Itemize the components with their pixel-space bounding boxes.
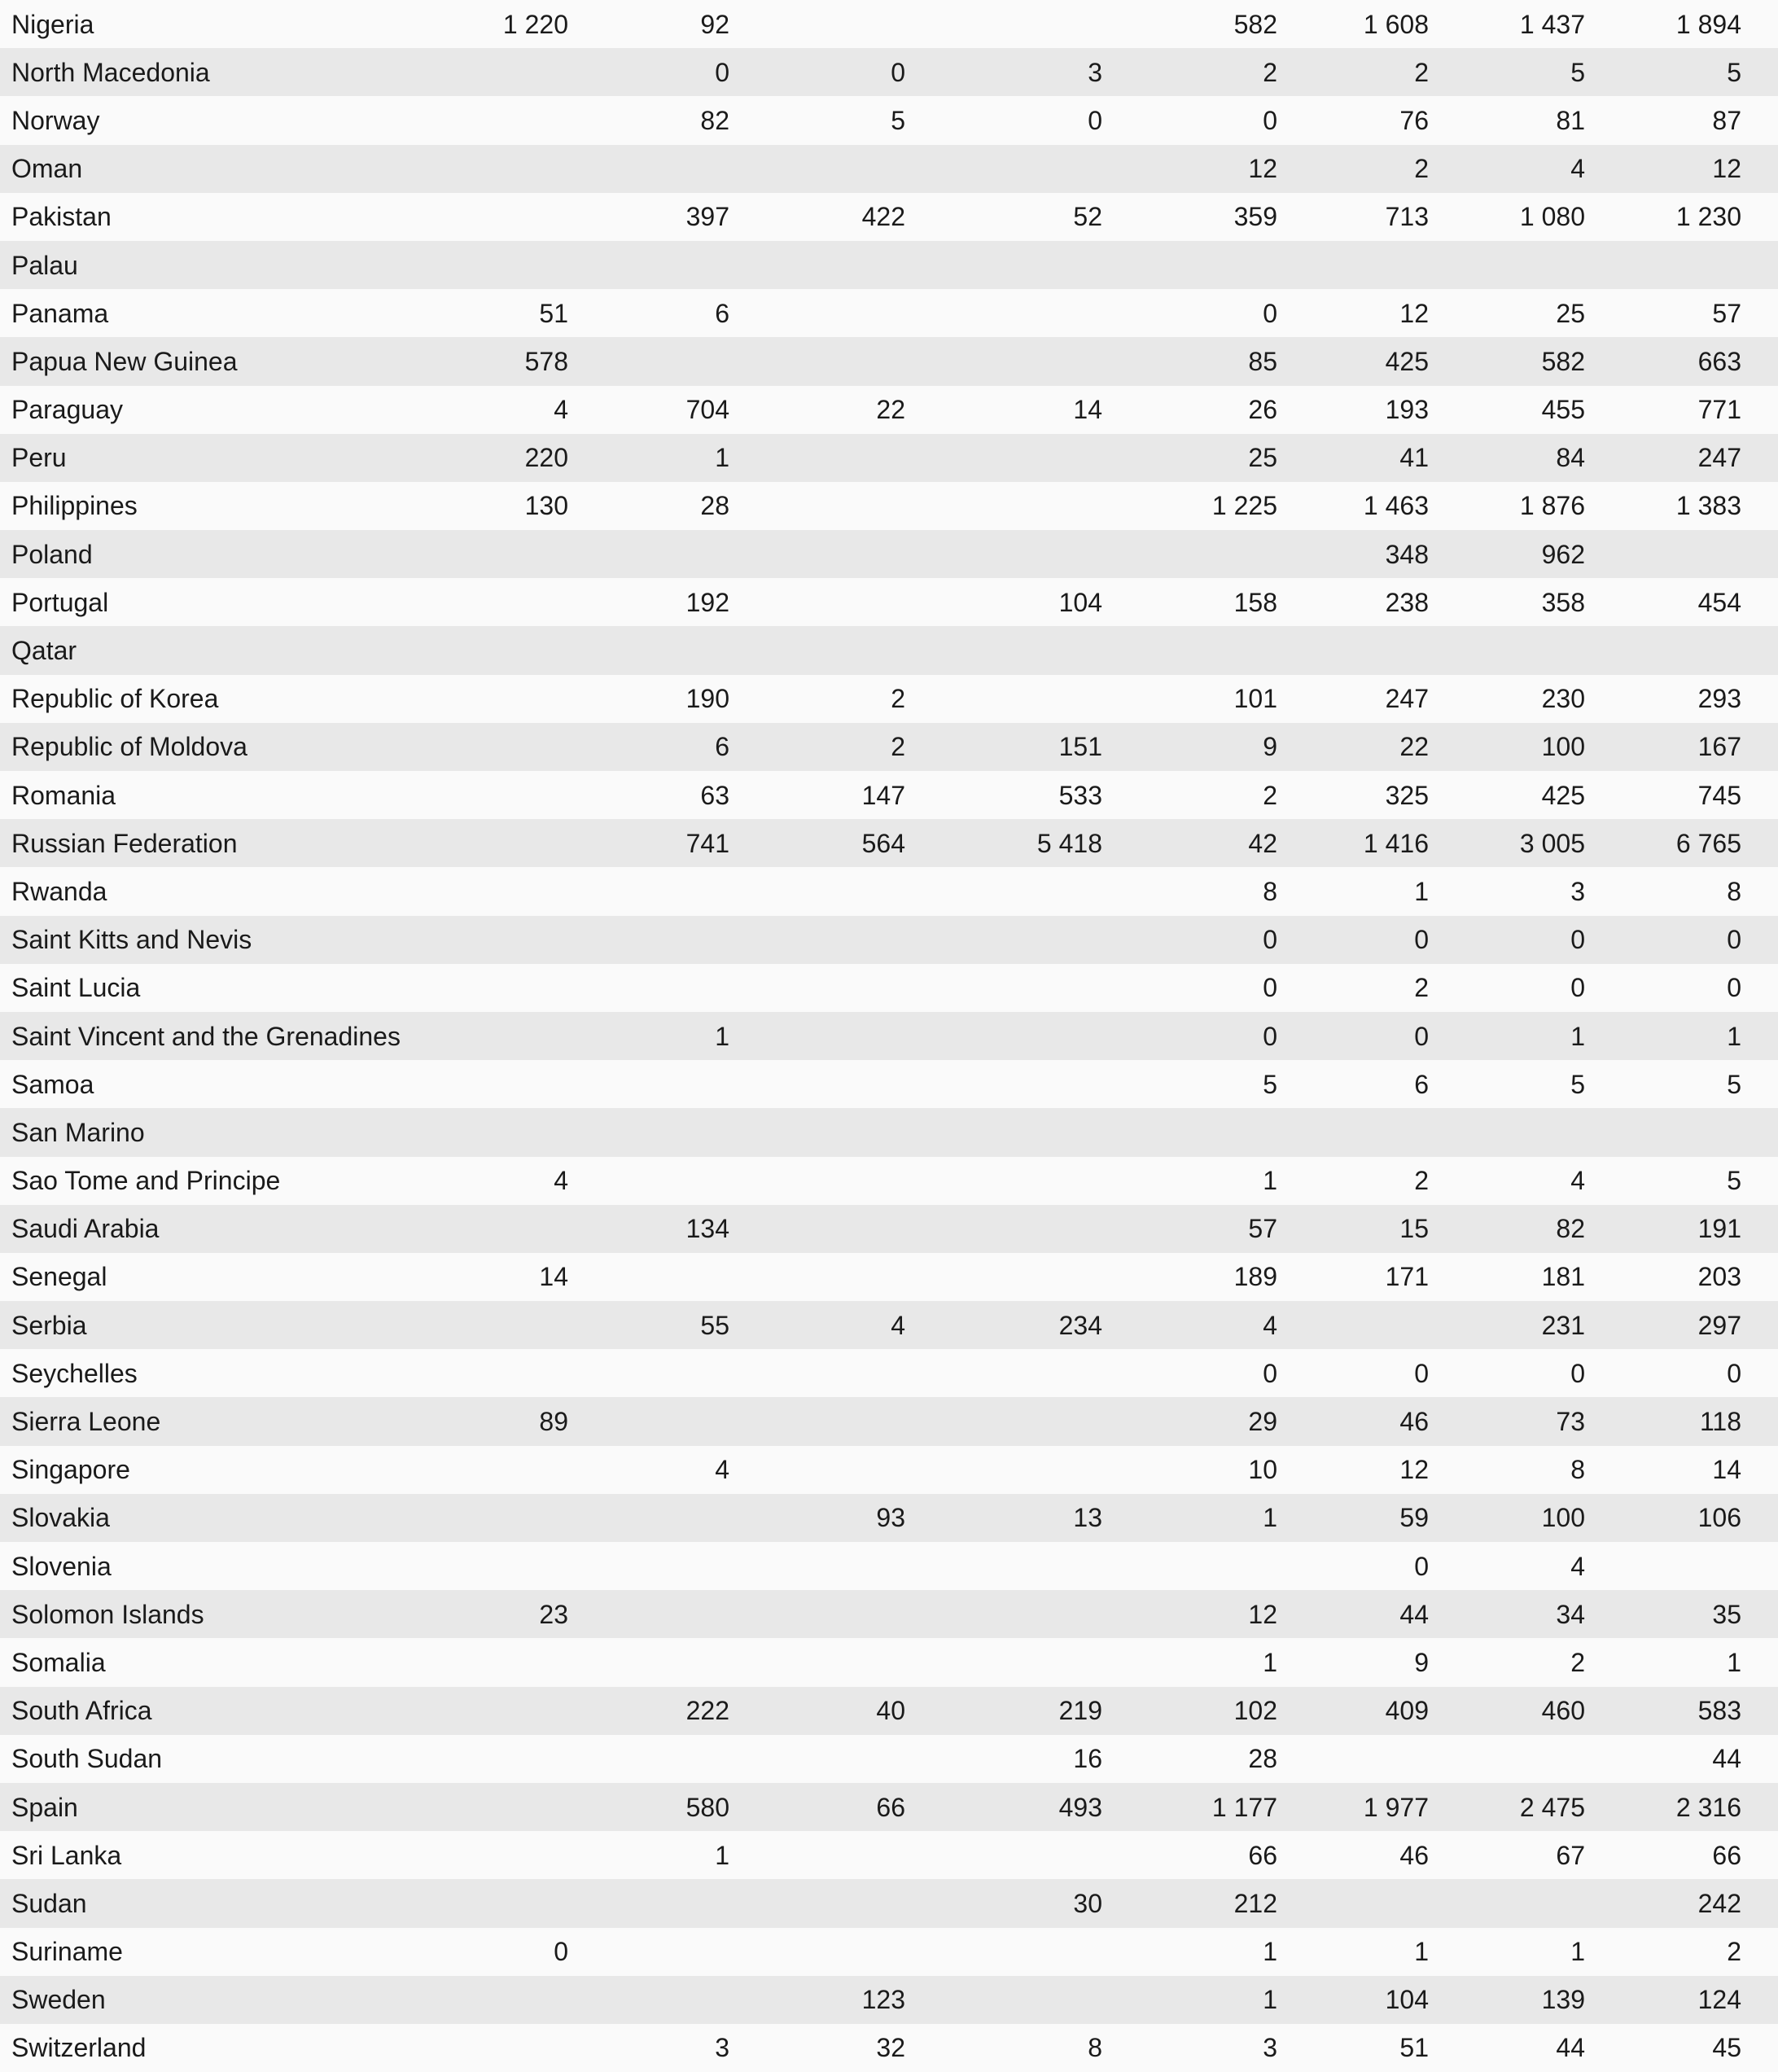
value-cell: 10 [1248,1455,1277,1485]
value-cell: 0 [1263,1021,1277,1051]
value-cell: 100 [1541,1503,1585,1533]
value-cell: 4 [1570,1166,1585,1196]
table-row [0,1542,1778,1590]
value-cell: 167 [1697,732,1741,762]
table-row [0,1928,1778,1976]
value-cell: 230 [1541,684,1585,714]
value-cell: 13 [1073,1503,1102,1533]
value-cell: 8 [1727,876,1741,906]
value-cell: 35 [1712,1599,1741,1629]
value-cell: 1 [715,443,729,473]
table-row [0,723,1778,771]
value-cell: 455 [1541,395,1585,425]
value-cell: 1 [1414,876,1429,906]
country-name: Republic of Moldova [11,732,247,762]
value-cell: 397 [685,202,729,232]
value-cell: 422 [861,202,905,232]
value-cell: 4 [1263,1310,1277,1340]
value-cell: 84 [1556,443,1585,473]
country-name: Norway [11,105,100,135]
value-cell: 14 [1712,1455,1741,1485]
value-cell: 1 416 [1363,828,1429,858]
value-cell: 8 [1570,1455,1585,1485]
table-row [0,1494,1778,1542]
value-cell: 57 [1248,1214,1277,1244]
country-name: North Macedonia [11,57,210,87]
value-cell: 191 [1697,1214,1741,1244]
value-cell: 1 225 [1211,491,1277,521]
value-cell: 533 [1058,780,1102,810]
value-cell: 9 [1263,732,1277,762]
value-cell: 1 [1263,1166,1277,1196]
value-cell: 2 [1263,57,1277,87]
value-cell: 247 [1385,684,1429,714]
value-cell: 57 [1712,298,1741,328]
value-cell: 181 [1541,1262,1585,1292]
country-name: Palau [11,250,78,280]
value-cell: 51 [1399,2033,1429,2063]
value-cell: 67 [1556,1840,1585,1870]
country-name: Samoa [11,1069,94,1099]
value-cell: 1 894 [1675,9,1741,39]
country-name: South Sudan [11,1744,163,1774]
table-row [0,1590,1778,1638]
value-cell: 5 [1263,1069,1277,1099]
value-cell: 1 977 [1363,1792,1429,1822]
country-name: Panama [11,298,109,328]
value-cell: 101 [1233,684,1277,714]
value-cell: 6 [715,298,729,328]
value-cell: 2 [891,732,905,762]
country-name: San Marino [11,1117,145,1147]
country-name: Sri Lanka [11,1840,122,1870]
value-cell: 44 [1712,1744,1741,1774]
country-name: Switzerland [11,2033,147,2063]
country-name: Somalia [11,1647,106,1677]
value-cell: 5 [1570,1069,1585,1099]
value-cell: 1 [1727,1647,1741,1677]
value-cell: 28 [700,491,729,521]
country-name: Philippines [11,491,138,521]
value-cell: 66 [1248,1840,1277,1870]
country-name: Saudi Arabia [11,1214,160,1244]
value-cell: 580 [685,1792,729,1822]
value-cell: 0 [891,57,905,87]
value-cell: 15 [1399,1214,1429,1244]
table-row [0,48,1778,96]
table-row [0,1783,1778,1831]
table-row [0,386,1778,434]
value-cell: 564 [861,828,905,858]
table-row [0,1831,1778,1879]
value-cell: 242 [1697,1888,1741,1918]
table-row [0,964,1778,1012]
value-cell: 2 [1570,1647,1585,1677]
value-cell: 222 [685,1696,729,1726]
value-cell: 4 [715,1455,729,1485]
value-cell: 1 [1263,1985,1277,2015]
value-cell: 26 [1248,395,1277,425]
table-row [0,1976,1778,2024]
table-row [0,1397,1778,1445]
value-cell: 12 [1248,1599,1277,1629]
table-row [0,1060,1778,1108]
table-row [0,916,1778,964]
value-cell: 2 [1414,57,1429,87]
value-cell: 231 [1541,1310,1585,1340]
country-name: Saint Kitts and Nevis [11,925,252,955]
value-cell: 2 [1414,154,1429,184]
value-cell: 66 [876,1792,905,1822]
value-cell: 124 [1697,1985,1741,2015]
value-cell: 76 [1399,105,1429,135]
value-cell: 3 [1570,876,1585,906]
country-name: Russian Federation [11,828,238,858]
country-name: Nigeria [11,9,94,39]
value-cell: 3 [1088,57,1102,87]
value-cell: 25 [1556,298,1585,328]
country-name: Spain [11,1792,78,1822]
value-cell: 583 [1697,1696,1741,1726]
value-cell: 32 [876,2033,905,2063]
value-cell: 171 [1385,1262,1429,1292]
country-name: Portugal [11,587,109,617]
value-cell: 293 [1697,684,1741,714]
value-cell: 5 [1570,57,1585,87]
table-row [0,675,1778,723]
value-cell: 1 [1263,1647,1277,1677]
table-row [0,530,1778,578]
value-cell: 8 [1263,876,1277,906]
value-cell: 51 [539,298,568,328]
value-cell: 59 [1399,1503,1429,1533]
table-row [0,1735,1778,1783]
value-cell: 190 [685,684,729,714]
value-cell: 2 316 [1675,1792,1741,1822]
country-name: Sudan [11,1888,87,1918]
country-name: Papua New Guinea [11,346,238,376]
value-cell: 22 [876,395,905,425]
value-cell: 1 [1414,1937,1429,1967]
value-cell: 0 [1570,1358,1585,1388]
value-cell: 409 [1385,1696,1429,1726]
value-cell: 12 [1399,298,1429,328]
value-cell: 92 [700,9,729,39]
country-name: Pakistan [11,202,112,232]
value-cell: 45 [1712,2033,1741,2063]
value-cell: 63 [700,780,729,810]
value-cell: 2 [1727,1937,1741,1967]
table-row [0,1879,1778,1927]
value-cell: 745 [1697,780,1741,810]
value-cell: 192 [685,587,729,617]
value-cell: 348 [1385,539,1429,569]
value-cell: 0 [1570,973,1585,1003]
value-cell: 5 [1727,1069,1741,1099]
value-cell: 0 [1727,973,1741,1003]
country-name: Solomon Islands [11,1599,204,1629]
value-cell: 93 [876,1503,905,1533]
country-name: Sierra Leone [11,1407,161,1437]
country-name: Oman [11,154,83,184]
table-row [0,771,1778,819]
value-cell: 193 [1385,395,1429,425]
value-cell: 23 [539,1599,568,1629]
country-name: Slovenia [11,1551,112,1581]
value-cell: 12 [1712,154,1741,184]
value-cell: 219 [1058,1696,1102,1726]
value-cell: 493 [1058,1792,1102,1822]
value-cell: 238 [1385,587,1429,617]
country-name: Senegal [11,1262,107,1292]
value-cell: 0 [554,1937,568,1967]
value-cell: 29 [1248,1407,1277,1437]
value-cell: 1 463 [1363,491,1429,521]
value-cell: 1 [1263,1937,1277,1967]
value-cell: 203 [1697,1262,1741,1292]
value-cell: 582 [1233,9,1277,39]
table-row [0,482,1778,530]
table-row [0,193,1778,241]
table-row [0,337,1778,385]
value-cell: 0 [1727,1358,1741,1388]
table-row [0,626,1778,674]
value-cell: 4 [554,1166,568,1196]
value-cell: 0 [1414,1021,1429,1051]
value-cell: 16 [1073,1744,1102,1774]
value-cell: 0 [1263,973,1277,1003]
value-cell: 1 230 [1675,202,1741,232]
value-cell: 713 [1385,202,1429,232]
table-row [0,241,1778,289]
value-cell: 0 [1263,105,1277,135]
table-row [0,0,1778,48]
value-cell: 8 [1088,2033,1102,2063]
value-cell: 66 [1712,1840,1741,1870]
country-name: Suriname [11,1937,123,1967]
value-cell: 22 [1399,732,1429,762]
value-cell: 359 [1233,202,1277,232]
country-name: South Africa [11,1696,152,1726]
country-name: Sao Tome and Principe [11,1166,281,1196]
value-cell: 9 [1414,1647,1429,1677]
table-row [0,819,1778,867]
table-row [0,1012,1778,1060]
value-cell: 297 [1697,1310,1741,1340]
country-name: Qatar [11,636,77,666]
value-cell: 151 [1058,732,1102,762]
value-cell: 0 [1263,925,1277,955]
value-cell: 4 [1570,154,1585,184]
value-cell: 0 [1727,925,1741,955]
value-cell: 3 005 [1519,828,1585,858]
table-row [0,1157,1778,1205]
value-cell: 52 [1073,202,1102,232]
value-cell: 41 [1399,443,1429,473]
value-cell: 2 [1263,780,1277,810]
value-cell: 5 [1727,57,1741,87]
table-row [0,2024,1778,2072]
country-name: Romania [11,780,116,810]
value-cell: 1 [1263,1503,1277,1533]
value-cell: 118 [1699,1407,1741,1437]
value-cell: 14 [1073,395,1102,425]
value-cell: 85 [1248,346,1277,376]
value-cell: 2 [1414,1166,1429,1196]
country-name: Republic of Korea [11,684,219,714]
value-cell: 1 [715,1840,729,1870]
value-cell: 425 [1385,346,1429,376]
table-row [0,1205,1778,1253]
country-name: Saint Vincent and the Grenadines [11,1021,401,1051]
value-cell: 582 [1541,346,1585,376]
value-cell: 6 765 [1675,828,1741,858]
value-cell: 234 [1058,1310,1102,1340]
table-row [0,145,1778,193]
country-name: Serbia [11,1310,87,1340]
value-cell: 247 [1697,443,1741,473]
country-name: Paraguay [11,395,123,425]
value-cell: 44 [1556,2033,1585,2063]
value-cell: 578 [524,346,568,376]
value-cell: 771 [1697,395,1741,425]
value-cell: 5 [1727,1166,1741,1196]
table-row [0,434,1778,482]
value-cell: 1 876 [1519,491,1585,521]
value-cell: 3 [1263,2033,1277,2063]
value-cell: 0 [1414,925,1429,955]
value-cell: 6 [715,732,729,762]
country-name: Saint Lucia [11,973,141,1003]
value-cell: 4 [891,1310,905,1340]
table-row [0,289,1778,337]
value-cell: 704 [685,395,729,425]
table-row [0,1301,1778,1349]
table-row [0,96,1778,144]
value-cell: 6 [1414,1069,1429,1099]
value-cell: 42 [1248,828,1277,858]
value-cell: 1 220 [502,9,568,39]
country-name: Seychelles [11,1358,138,1388]
value-cell: 104 [1058,587,1102,617]
value-cell: 1 177 [1211,1792,1277,1822]
value-cell: 14 [539,1262,568,1292]
value-cell: 73 [1556,1407,1585,1437]
table-row [0,867,1778,915]
value-cell: 82 [700,105,729,135]
value-cell: 358 [1541,587,1585,617]
value-cell: 130 [524,491,568,521]
table-row [0,1638,1778,1686]
country-name: Slovakia [11,1503,110,1533]
value-cell: 139 [1541,1985,1585,2015]
value-cell: 30 [1073,1888,1102,1918]
value-cell: 0 [1570,925,1585,955]
value-cell: 5 418 [1036,828,1102,858]
value-cell: 220 [524,443,568,473]
value-cell: 123 [861,1985,905,2015]
table-row [0,578,1778,626]
table-row [0,1253,1778,1301]
value-cell: 425 [1541,780,1585,810]
value-cell: 46 [1399,1407,1429,1437]
table-row [0,1446,1778,1494]
table-row [0,1349,1778,1397]
value-cell: 2 [891,684,905,714]
value-cell: 55 [700,1310,729,1340]
value-cell: 81 [1556,105,1585,135]
value-cell: 12 [1248,154,1277,184]
value-cell: 4 [1570,1551,1585,1581]
value-cell: 89 [539,1407,568,1437]
value-cell: 1 [1727,1021,1741,1051]
value-cell: 663 [1697,346,1741,376]
value-cell: 134 [685,1214,729,1244]
country-name: Sweden [11,1985,106,2015]
value-cell: 28 [1248,1744,1277,1774]
value-cell: 147 [861,780,905,810]
value-cell: 962 [1541,539,1585,569]
value-cell: 0 [1263,298,1277,328]
value-cell: 0 [1263,1358,1277,1388]
value-cell: 1 [715,1021,729,1051]
country-name: Peru [11,443,67,473]
value-cell: 100 [1541,732,1585,762]
value-cell: 212 [1233,1888,1277,1918]
value-cell: 40 [876,1696,905,1726]
country-name: Poland [11,539,93,569]
value-cell: 1 [1570,1021,1585,1051]
value-cell: 5 [891,105,905,135]
value-cell: 741 [685,828,729,858]
value-cell: 87 [1712,105,1741,135]
value-cell: 1 080 [1519,202,1585,232]
value-cell: 3 [715,2033,729,2063]
value-cell: 158 [1233,587,1277,617]
value-cell: 0 [1414,1551,1429,1581]
value-cell: 2 [1414,973,1429,1003]
value-cell: 325 [1385,780,1429,810]
value-cell: 44 [1399,1599,1429,1629]
value-cell: 454 [1697,587,1741,617]
table-row [0,1687,1778,1735]
value-cell: 34 [1556,1599,1585,1629]
country-name: Singapore [11,1455,130,1485]
table-row [0,1108,1778,1156]
value-cell: 102 [1233,1696,1277,1726]
value-cell: 25 [1248,443,1277,473]
value-cell: 460 [1541,1696,1585,1726]
value-cell: 1 [1570,1937,1585,1967]
value-cell: 12 [1399,1455,1429,1485]
value-cell: 1 437 [1519,9,1585,39]
value-cell: 1 383 [1675,491,1741,521]
value-cell: 106 [1697,1503,1741,1533]
value-cell: 0 [1414,1358,1429,1388]
country-name: Rwanda [11,876,107,906]
value-cell: 104 [1385,1985,1429,2015]
value-cell: 1 608 [1363,9,1429,39]
value-cell: 46 [1399,1840,1429,1870]
value-cell: 0 [1088,105,1102,135]
value-cell: 2 475 [1519,1792,1585,1822]
value-cell: 0 [715,57,729,87]
value-cell: 4 [554,395,568,425]
value-cell: 189 [1233,1262,1277,1292]
value-cell: 82 [1556,1214,1585,1244]
